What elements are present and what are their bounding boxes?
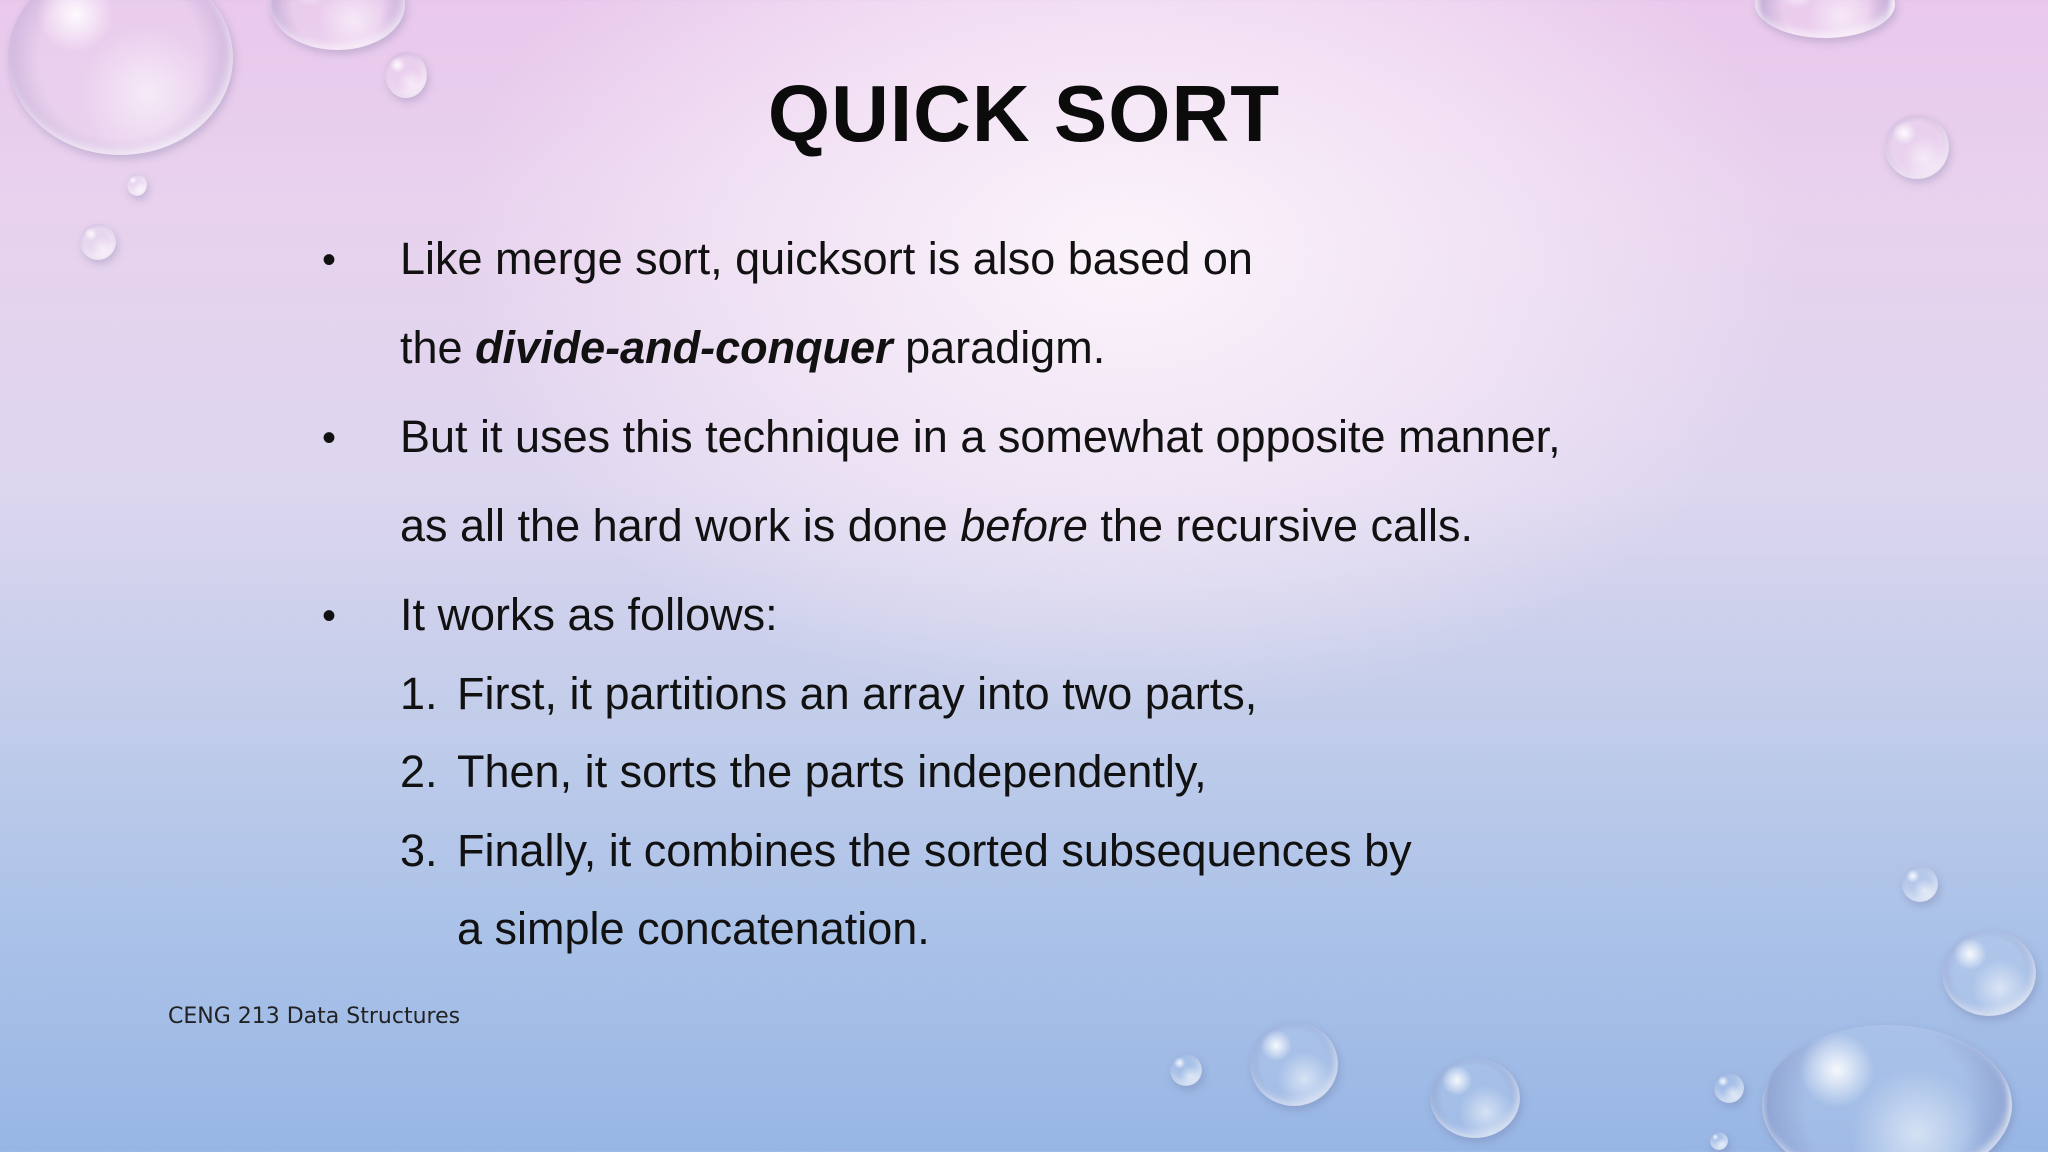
water-drop-decoration [1714,1073,1744,1103]
bullet-2-line-2-pre: as all the hard work is done [400,500,961,551]
step-1-text: First, it partitions an array into two parts, [457,668,1258,719]
bullet-1-line-1: Like merge sort, quicksort is also based on [400,233,1253,284]
slide-title: QUICK SORT [767,69,1281,158]
water-drop-decoration [1170,1054,1202,1086]
bullet-1-line-2-post: paradigm. [892,322,1106,373]
water-drop-decoration [127,174,147,196]
bullet-3-line-1: It works as follows: [400,589,778,640]
water-drop-decoration [1755,0,1895,38]
emphasis-before: before [960,500,1088,551]
step-number: 2. [400,746,438,797]
slide-footer: CENG 213 Data Structures [168,1004,461,1029]
water-drop-decoration [1762,1025,2012,1152]
bullet-1-line-2-pre: the [400,322,476,373]
step-number: 3. [400,825,438,876]
water-drop-decoration [1430,1058,1520,1138]
bullet-2-line-2-post: the recursive calls. [1087,500,1474,551]
step-2-text: Then, it sorts the parts independently, [457,746,1207,797]
water-drop-decoration [1902,866,1938,902]
water-drop-decoration [1250,1022,1338,1106]
emphasis-divide-and-conquer: divide-and-conquer [475,322,893,373]
step-3-text: Finally, it combines the sorted subsequences by [457,825,1412,876]
water-drop-decoration [1942,930,2036,1016]
bullet-1-line-2 [400,322,1106,373]
water-drop-decoration [80,224,116,260]
bullet-marker: • [322,594,337,638]
bullet-2-line-1: But it uses this technique in a somewhat opposite manner, [400,411,1561,462]
bullet-2-line-2 [400,500,1474,551]
step-number: 1. [400,668,438,719]
bullet-marker: • [322,416,337,460]
step-3-continuation: a simple concatenation. [457,903,930,954]
water-drop-decoration [1710,1132,1728,1150]
water-drop-decoration [270,0,405,50]
bullet-marker: • [322,238,337,282]
